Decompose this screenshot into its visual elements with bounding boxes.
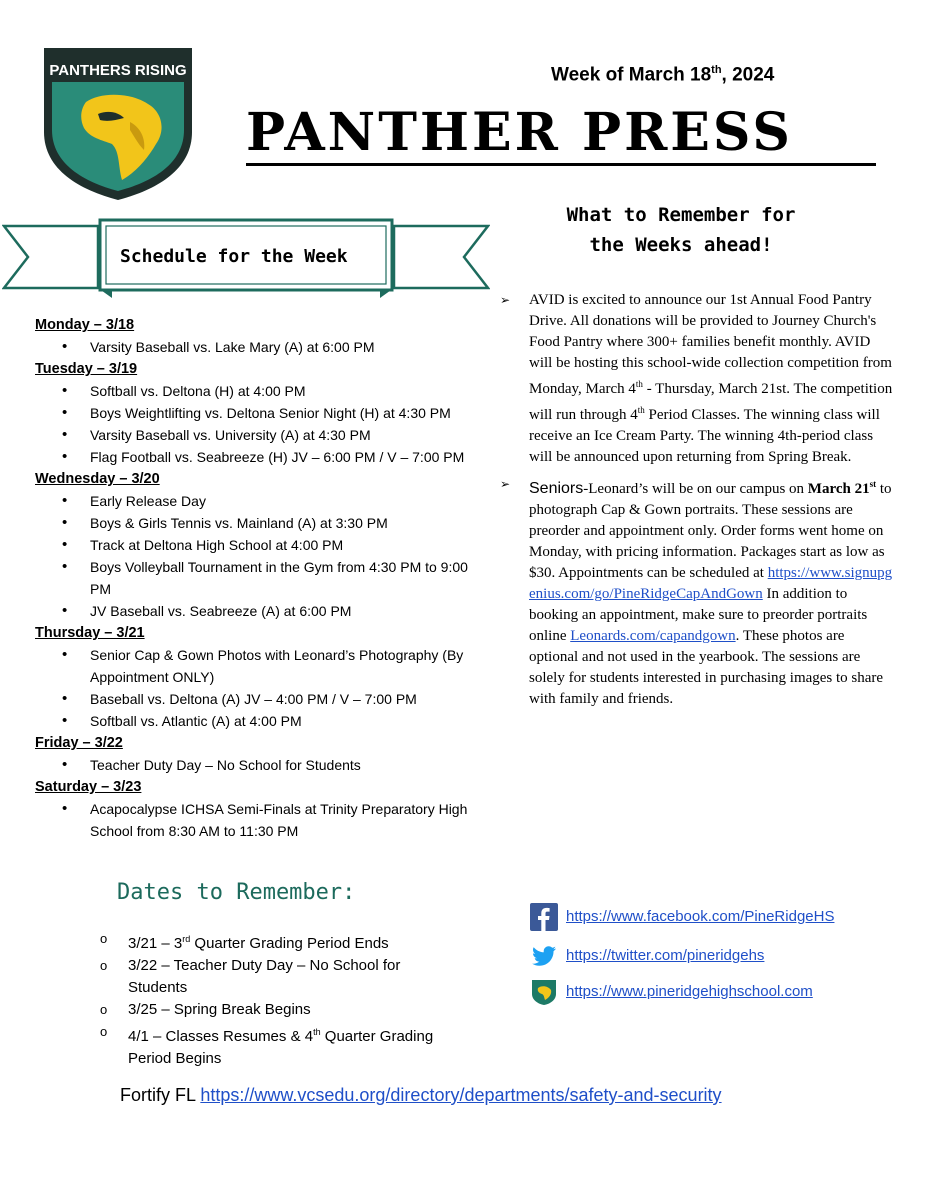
event-item: • Boys Volleyball Tournament in the Gym from 4:30 PM to 9:00 PM <box>35 556 490 600</box>
day-block <box>35 314 490 358</box>
day-block <box>35 776 490 842</box>
day-heading: Wednesday – 3/20 <box>35 471 160 487</box>
facebook-icon <box>530 903 558 931</box>
facebook-link[interactable]: https://www.facebook.com/PineRidgeHS <box>566 907 835 925</box>
event-item: • Softball vs. Atlantic (A) at 4:00 PM <box>35 710 490 732</box>
facebook-row <box>530 903 834 931</box>
day-heading: Monday – 3/18 <box>35 317 135 333</box>
event-item: • JV Baseball vs. Seabreeze (A) at 6:00 PM <box>35 600 490 622</box>
twitter-icon <box>530 942 558 970</box>
event-item: • Boys Weightlifting vs. Deltona Senior Night (H) at 4:30 PM <box>35 402 490 424</box>
event-item: • Boys & Girls Tennis vs. Mainland (A) at 3:30 PM <box>35 512 490 534</box>
twitter-link[interactable]: https://twitter.com/pineridgehs <box>566 946 765 964</box>
website-link[interactable]: https://www.pineridgehighschool.com <box>566 982 813 1000</box>
event-item: • Flag Football vs. Seabreeze (H) JV – 6:00 PM / V – 7:00 PM <box>35 446 490 468</box>
signup-link[interactable]: https://www.signupgenius.com/go/PineRidgeCapAndGown <box>529 565 893 602</box>
date-item: o 4/1 – Classes Resumes & 4th Quarter Grading Period Begins <box>100 1021 460 1070</box>
dates-heading: Dates to Remember: <box>117 880 356 905</box>
logo-text: PANTHERS RISING <box>49 62 187 79</box>
event-item: • Senior Cap & Gown Photos with Leonard’s Photography (By Appointment ONLY) <box>35 644 490 688</box>
day-block <box>35 358 490 468</box>
event-item: • Teacher Duty Day – No School for Students <box>35 754 490 776</box>
fortify-line: Fortify FL https://www.vcsedu.org/directory/departments/safety-and-security <box>120 1085 722 1105</box>
announcements <box>500 290 895 710</box>
school-logo <box>38 40 198 202</box>
event-item: • Softball vs. Deltona (H) at 4:00 PM <box>35 380 490 402</box>
seniors-announcement: ➢ Seniors-Leonard’s will be on our campus on March 21st to photograph Cap & Gown portraits. These sessions are preorder and appointment only. Order forms went home on Monday, with pricing information. Packages start as low as $30. Appointments can be scheduled at https://www.signupgenius.com/go/PineRidgeCapAndGown In addition to booking an appointment, make sure to preorder portraits online Leonards.com/capandgown. These photos are optional and not used in the yearbook. The sessions are solely for students interested in purchasing images to share with family and friends. <box>500 474 895 710</box>
twitter-row <box>530 942 764 970</box>
day-heading: Thursday – 3/21 <box>35 625 145 641</box>
event-item: • Track at Deltona High School at 4:00 PM <box>35 534 490 556</box>
day-block <box>35 732 490 776</box>
event-item: • Varsity Baseball vs. University (A) at 4:30 PM <box>35 424 490 446</box>
date-item: o 3/22 – Teacher Duty Day – No School for Students <box>100 955 460 999</box>
date-item: o 3/25 – Spring Break Begins <box>100 999 460 1021</box>
day-block <box>35 468 490 622</box>
event-item: • Varsity Baseball vs. Lake Mary (A) at 6:00 PM <box>35 336 490 358</box>
date-item: o 3/21 – 3rd Quarter Grading Period Ends <box>100 928 460 955</box>
weekly-schedule <box>35 314 490 842</box>
event-item: • Acapocalypse ICHSA Semi-Finals at Trinity Preparatory High School from 8:30 AM to 11:30 PM <box>35 798 490 842</box>
schedule-heading: Schedule for the Week <box>120 246 348 267</box>
website-row <box>530 978 813 1006</box>
remember-heading: What to Remember for the Weeks ahead! <box>566 204 796 256</box>
dates-list <box>100 928 460 1070</box>
day-heading: Friday – 3/22 <box>35 735 123 751</box>
day-heading: Saturday – 3/23 <box>35 779 142 795</box>
event-item: • Early Release Day <box>35 490 490 512</box>
fortify-link[interactable]: https://www.vcsedu.org/directory/departments/safety-and-security <box>200 1085 722 1105</box>
leonards-link[interactable]: Leonards.com/capandgown <box>570 628 736 644</box>
panther-icon <box>530 978 558 1006</box>
page-title: PANTHER PRESS <box>246 105 876 166</box>
week-of: Week of March 18th, 2024 <box>551 64 775 86</box>
day-block <box>35 622 490 732</box>
day-heading: Tuesday – 3/19 <box>35 361 138 377</box>
avid-announcement: ➢ AVID is excited to announce our 1st Annual Food Pantry Drive. All donations will be provided to Journey Church's Food Pantry where 300+ families benefit monthly. AVID will be hosting this school-wide collection competition from Monday, March 4th - Thursday, March 21st. The competition will run through 4th Period Classes. The winning class will receive an Ice Cream Party. The winning 4th-period class will be announced upon returning from Spring Break. <box>500 290 895 468</box>
event-item: • Baseball vs. Deltona (A) JV – 4:00 PM / V – 7:00 PM <box>35 688 490 710</box>
